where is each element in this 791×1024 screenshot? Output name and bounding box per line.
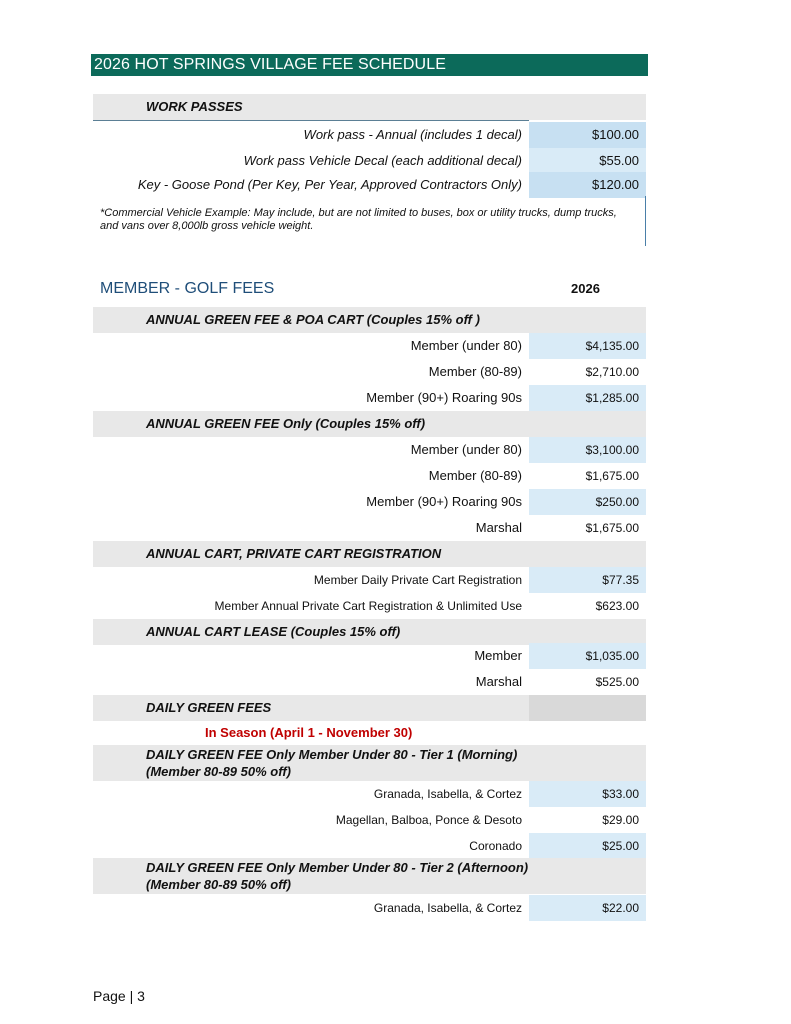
fee-label: Member (90+) Roaring 90s	[366, 494, 522, 509]
note-border	[645, 196, 646, 246]
fee-row	[93, 333, 646, 359]
empty-value-cell	[529, 695, 646, 721]
work-pass-label: Work pass - Annual (includes 1 decal)	[303, 127, 522, 142]
work-pass-value: $55.00	[529, 148, 646, 174]
fee-label: Member Daily Private Cart Registration	[313, 573, 522, 587]
fee-row	[93, 593, 646, 619]
fee-row	[93, 643, 646, 669]
season-label: In Season (April 1 - November 30)	[205, 725, 413, 740]
fee-label: Marshal	[475, 674, 522, 689]
work-pass-label: Work pass Vehicle Decal (each additional decal)	[243, 153, 522, 168]
fee-value: $2,710.00	[585, 365, 639, 379]
fee-label: Member (80-89)	[428, 364, 522, 379]
page-title: 2026 HOT SPRINGS VILLAGE FEE SCHEDULE	[91, 54, 648, 76]
fee-value: $250.00	[529, 489, 646, 515]
work-passes-heading: WORK PASSES	[146, 99, 243, 114]
fee-value: $1,035.00	[529, 643, 646, 669]
fee-row	[93, 515, 646, 541]
fee-label: Member (under 80)	[410, 338, 522, 353]
fee-label: Magellan, Balboa, Ponce & Desoto	[335, 813, 522, 827]
fee-row	[93, 489, 646, 515]
fee-value: $29.00	[602, 813, 639, 827]
fee-label: Coronado	[469, 839, 522, 853]
fee-label: Member (under 80)	[410, 442, 522, 457]
fee-label: Granada, Isabella, & Cortez	[373, 901, 522, 915]
section-header	[93, 695, 646, 721]
fee-value: $3,100.00	[529, 437, 646, 463]
fee-row	[93, 359, 646, 385]
member-golf-title: MEMBER - GOLF FEES	[100, 280, 275, 297]
fee-label: Granada, Isabella, & Cortez	[373, 787, 522, 801]
section-heading: DAILY GREEN FEES	[146, 700, 272, 715]
fee-value: $1,285.00	[529, 385, 646, 411]
fee-value: $33.00	[529, 781, 646, 807]
work-pass-value: $120.00	[529, 172, 646, 198]
fee-row	[93, 895, 646, 921]
fee-label: Member Annual Private Cart Registration & Unlimited Use	[214, 599, 522, 613]
section-header	[93, 745, 646, 781]
commercial-vehicle-note: *Commercial Vehicle Example: May include, but are not limited to buses, box or utility trucks, dump trucks, and vans over 8,000lb gross vehicle weight.	[100, 207, 617, 232]
fee-value: $1,675.00	[585, 521, 639, 535]
fee-value: $22.00	[529, 895, 646, 921]
fee-value: $4,135.00	[529, 333, 646, 359]
work-pass-value: $100.00	[529, 122, 646, 148]
section-header	[93, 541, 646, 567]
work-passes-divider	[93, 120, 529, 121]
section-heading-line1: DAILY GREEN FEE Only Member Under 80 - Tier 1 (Morning)	[146, 747, 518, 762]
section-heading	[146, 859, 528, 893]
fee-value: $623.00	[595, 599, 639, 613]
fee-value: $77.35	[529, 567, 646, 593]
section-heading-line2: (Member 80-89 50% off)	[146, 877, 291, 892]
year-header: 2026	[571, 281, 600, 296]
work-pass-row	[93, 172, 646, 198]
section-heading: ANNUAL CART, PRIVATE CART REGISTRATION	[146, 546, 442, 561]
section-header	[93, 411, 646, 437]
fee-row	[93, 567, 646, 593]
page-number: Page | 3	[93, 988, 145, 1004]
work-pass-row	[93, 148, 646, 174]
section-header	[93, 858, 646, 894]
fee-value: $1,675.00	[585, 469, 639, 483]
section-heading-line1: DAILY GREEN FEE Only Member Under 80 - Tier 2 (Afternoon)	[146, 860, 529, 875]
section-header	[93, 307, 646, 333]
section-heading: ANNUAL GREEN FEE Only (Couples 15% off)	[146, 416, 426, 431]
fee-label: Member (90+) Roaring 90s	[366, 390, 522, 405]
fee-row	[93, 807, 646, 833]
fee-label: Member	[474, 648, 522, 663]
section-heading	[146, 746, 517, 780]
fee-row	[93, 385, 646, 411]
section-header	[93, 619, 646, 645]
fee-row	[93, 463, 646, 489]
work-pass-label: Key - Goose Pond (Per Key, Per Year, Approved Contractors Only)	[137, 177, 522, 192]
work-passes-header	[93, 94, 646, 120]
work-pass-row	[93, 122, 646, 148]
section-heading: ANNUAL GREEN FEE & POA CART (Couples 15% off )	[146, 312, 480, 327]
section-heading-line2: (Member 80-89 50% off)	[146, 764, 291, 779]
section-heading: ANNUAL CART LEASE (Couples 15% off)	[146, 624, 401, 639]
fee-value: $25.00	[529, 833, 646, 859]
fee-row	[93, 669, 646, 695]
fee-label: Marshal	[475, 520, 522, 535]
fee-row	[93, 437, 646, 463]
fee-label: Member (80-89)	[428, 468, 522, 483]
fee-row	[93, 833, 646, 859]
fee-row	[93, 781, 646, 807]
fee-value: $525.00	[595, 675, 639, 689]
